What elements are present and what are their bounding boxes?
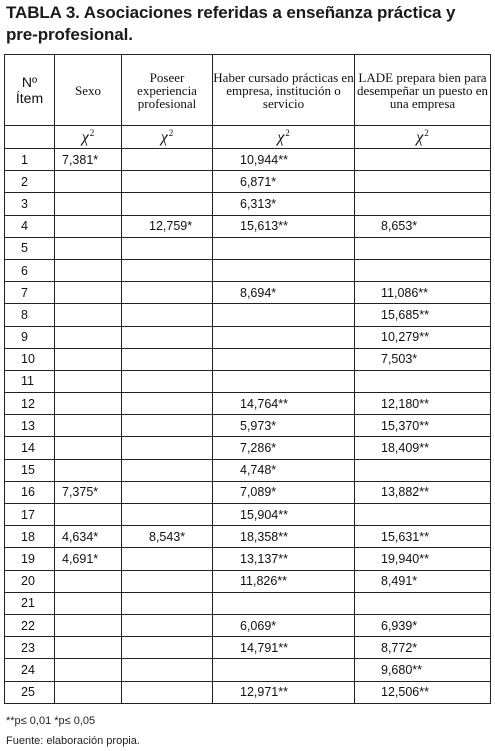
- item-number-cell: 9: [5, 326, 55, 348]
- lade-cell: 8,772*: [355, 637, 491, 659]
- lade-cell: [355, 237, 491, 259]
- item-number-cell: 22: [5, 614, 55, 636]
- sexo-cell: [55, 614, 122, 636]
- lade-cell: 19,940**: [355, 548, 491, 570]
- practicas-cell: 12,971**: [213, 681, 355, 703]
- item-number-cell: 19: [5, 548, 55, 570]
- table-row: [5, 149, 491, 171]
- table-row: [5, 526, 491, 548]
- table-row: [5, 215, 491, 237]
- item-number-cell: 5: [5, 237, 55, 259]
- lade-cell: 18,409**: [355, 437, 491, 459]
- sexo-cell: [55, 370, 122, 392]
- table-row: [5, 437, 491, 459]
- practicas-cell: 4,748*: [213, 459, 355, 481]
- table-row: [5, 548, 491, 570]
- practicas-cell: 11,826**: [213, 570, 355, 592]
- chi-square-label: $\chi^2$: [122, 126, 213, 149]
- lade-cell: 8,491*: [355, 570, 491, 592]
- sexo-cell: 4,634*: [55, 526, 122, 548]
- practicas-cell: 6,871*: [213, 171, 355, 193]
- experiencia-cell: 12,759*: [122, 215, 213, 237]
- significance-note: **p≤ 0,01 *p≤ 0,05: [6, 715, 96, 727]
- practicas-cell: [213, 259, 355, 281]
- experiencia-cell: [122, 481, 213, 503]
- practicas-cell: [213, 237, 355, 259]
- sexo-cell: [55, 237, 122, 259]
- header-row: [5, 55, 491, 126]
- item-number-cell: 10: [5, 348, 55, 370]
- experiencia-cell: [122, 637, 213, 659]
- table-row: [5, 304, 491, 326]
- sexo-cell: [55, 304, 122, 326]
- sexo-cell: [55, 637, 122, 659]
- table-row: [5, 415, 491, 437]
- experiencia-cell: [122, 326, 213, 348]
- table-row: [5, 681, 491, 703]
- experiencia-cell: [122, 171, 213, 193]
- lade-cell: 15,685**: [355, 304, 491, 326]
- experiencia-cell: [122, 548, 213, 570]
- experiencia-cell: [122, 393, 213, 415]
- table-row: [5, 504, 491, 526]
- practicas-cell: 7,286*: [213, 437, 355, 459]
- sexo-cell: [55, 215, 122, 237]
- sexo-cell: [55, 659, 122, 681]
- lade-cell: 10,279**: [355, 326, 491, 348]
- experiencia-cell: [122, 370, 213, 392]
- sexo-cell: [55, 193, 122, 215]
- practicas-cell: 13,137**: [213, 548, 355, 570]
- sexo-cell: [55, 393, 122, 415]
- chi-square-label: $\chi^2$: [355, 126, 491, 149]
- statistic-cell-empty: [5, 126, 55, 149]
- item-number-cell: 17: [5, 504, 55, 526]
- table-row: [5, 481, 491, 503]
- lade-cell: 12,506**: [355, 681, 491, 703]
- item-number-cell: 6: [5, 259, 55, 281]
- sexo-cell: [55, 415, 122, 437]
- lade-cell: [355, 171, 491, 193]
- item-number-cell: 7: [5, 282, 55, 304]
- practicas-cell: 15,904**: [213, 504, 355, 526]
- experiencia-cell: [122, 415, 213, 437]
- practicas-cell: 6,069*: [213, 614, 355, 636]
- experiencia-cell: [122, 259, 213, 281]
- item-number-cell: 3: [5, 193, 55, 215]
- table-row: [5, 171, 491, 193]
- practicas-cell: 5,973*: [213, 415, 355, 437]
- experiencia-cell: [122, 504, 213, 526]
- sexo-cell: [55, 592, 122, 614]
- lade-cell: 15,370**: [355, 415, 491, 437]
- practicas-cell: 14,764**: [213, 393, 355, 415]
- item-number-cell: 13: [5, 415, 55, 437]
- lade-cell: [355, 259, 491, 281]
- item-number-cell: 4: [5, 215, 55, 237]
- lade-cell: 15,631**: [355, 526, 491, 548]
- table-row: [5, 237, 491, 259]
- experiencia-cell: [122, 570, 213, 592]
- sexo-cell: 7,381*: [55, 149, 122, 171]
- practicas-cell: [213, 304, 355, 326]
- practicas-cell: 6,313*: [213, 193, 355, 215]
- table-row: [5, 259, 491, 281]
- item-number-cell: 24: [5, 659, 55, 681]
- statistic-row: [5, 126, 491, 149]
- lade-cell: 9,680**: [355, 659, 491, 681]
- table-title: TABLA 3. Asociaciones referidas a enseñanza práctica y pre-profesional.: [6, 3, 456, 44]
- item-number-cell: 1: [5, 149, 55, 171]
- lade-cell: 8,653*: [355, 215, 491, 237]
- chi-square-label: $\chi^2$: [55, 126, 122, 149]
- experiencia-cell: [122, 681, 213, 703]
- item-number-cell: 11: [5, 370, 55, 392]
- practicas-cell: 8,694*: [213, 282, 355, 304]
- lade-cell: [355, 504, 491, 526]
- associations-table: [4, 54, 491, 704]
- sexo-cell: [55, 171, 122, 193]
- table-row: [5, 370, 491, 392]
- lade-cell: [355, 193, 491, 215]
- practicas-cell: [213, 326, 355, 348]
- lade-cell: [355, 370, 491, 392]
- table-row: [5, 659, 491, 681]
- chi-square-label: $\chi^2$: [213, 126, 355, 149]
- table-row: [5, 193, 491, 215]
- table-row: [5, 592, 491, 614]
- lade-cell: 12,180**: [355, 393, 491, 415]
- item-number-cell: 16: [5, 481, 55, 503]
- practicas-cell: [213, 659, 355, 681]
- sexo-cell: [55, 570, 122, 592]
- experiencia-cell: [122, 459, 213, 481]
- practicas-cell: 18,358**: [213, 526, 355, 548]
- sexo-cell: 7,375*: [55, 481, 122, 503]
- header-item: Nº Ítem: [5, 55, 55, 126]
- item-number-cell: 23: [5, 637, 55, 659]
- lade-cell: 13,882**: [355, 481, 491, 503]
- item-number-cell: 2: [5, 171, 55, 193]
- experiencia-cell: [122, 592, 213, 614]
- experiencia-cell: [122, 237, 213, 259]
- lade-cell: [355, 592, 491, 614]
- experiencia-cell: 8,543*: [122, 526, 213, 548]
- experiencia-cell: [122, 348, 213, 370]
- item-number-cell: 21: [5, 592, 55, 614]
- item-number-cell: 25: [5, 681, 55, 703]
- table-row: [5, 348, 491, 370]
- item-number-cell: 8: [5, 304, 55, 326]
- source-note: Fuente: elaboración propia.: [6, 735, 140, 747]
- lade-cell: [355, 459, 491, 481]
- sexo-cell: [55, 504, 122, 526]
- practicas-cell: [213, 348, 355, 370]
- sexo-cell: [55, 259, 122, 281]
- sexo-cell: 4,691*: [55, 548, 122, 570]
- experiencia-cell: [122, 149, 213, 171]
- sexo-cell: [55, 459, 122, 481]
- table-row: [5, 570, 491, 592]
- item-number-cell: 12: [5, 393, 55, 415]
- practicas-cell: 14,791**: [213, 637, 355, 659]
- practicas-cell: 15,613**: [213, 215, 355, 237]
- practicas-cell: [213, 592, 355, 614]
- sexo-cell: [55, 348, 122, 370]
- practicas-cell: [213, 370, 355, 392]
- table-row: [5, 459, 491, 481]
- header-lade: LADE prepara bien para desempeñar un puesto en una empresa: [355, 55, 491, 126]
- experiencia-cell: [122, 614, 213, 636]
- header-experiencia: Poseer experiencia profesional: [122, 55, 213, 126]
- table-row: [5, 393, 491, 415]
- lade-cell: 11,086**: [355, 282, 491, 304]
- sexo-cell: [55, 326, 122, 348]
- experiencia-cell: [122, 659, 213, 681]
- sexo-cell: [55, 282, 122, 304]
- experiencia-cell: [122, 193, 213, 215]
- practicas-cell: 10,944**: [213, 149, 355, 171]
- lade-cell: 7,503*: [355, 348, 491, 370]
- item-number-cell: 18: [5, 526, 55, 548]
- sexo-cell: [55, 681, 122, 703]
- header-sexo: Sexo: [55, 55, 122, 126]
- experiencia-cell: [122, 282, 213, 304]
- table-row: [5, 282, 491, 304]
- sexo-cell: [55, 437, 122, 459]
- item-number-cell: 20: [5, 570, 55, 592]
- experiencia-cell: [122, 437, 213, 459]
- item-number-cell: 14: [5, 437, 55, 459]
- practicas-cell: 7,089*: [213, 481, 355, 503]
- experiencia-cell: [122, 304, 213, 326]
- header-practicas: Haber cursado prácticas en empresa, institución o servicio: [213, 55, 355, 126]
- table-row: [5, 637, 491, 659]
- table-row: [5, 326, 491, 348]
- lade-cell: [355, 149, 491, 171]
- lade-cell: 6,939*: [355, 614, 491, 636]
- table-row: [5, 614, 491, 636]
- table-body: [5, 149, 491, 704]
- item-number-cell: 15: [5, 459, 55, 481]
